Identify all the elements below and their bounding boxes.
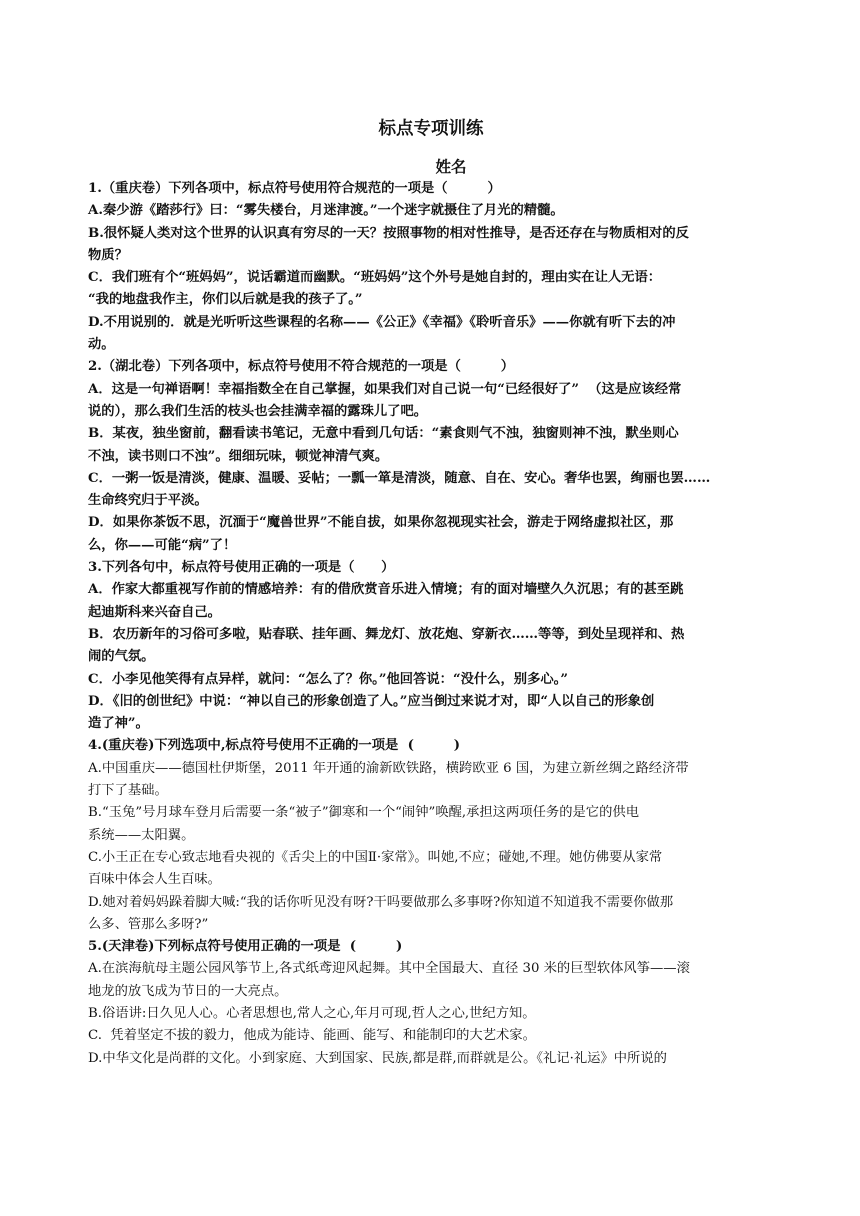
question-2-option-b: B．某夜，独坐窗前，翻看读书笔记，无意中看到几句话：“素食则气不浊，独窗则神不浊，默坐则心: [88, 426, 679, 442]
question-4-option-a-cont: 打下了基础。: [88, 783, 168, 799]
question-4-option-c: C.小王正在专心致志地看央视的《舌尖上的中国Ⅱ·家常》。叫她,不应；碰她,不理。她仿佛要从家常: [88, 849, 663, 865]
question-4-option-d: D.她对着妈妈跺着脚大喊:“我的话你听见没有呀?干吗要做那么多事呀?你知道不知道我不需要你做那: [88, 894, 674, 910]
question-2-option-c: C．一粥一饭是清淡，健康、温暖、妥帖；一瓢一箪是清淡，随意、自在、安心。奢华也罢，绚丽也罢……: [88, 470, 711, 486]
question-5-option-c: C. 凭着坚定不拔的毅力，他成为能诗、能画、能写、和能制印的大艺术家。: [88, 1028, 536, 1044]
question-1-option-c: C．我们班有个“班妈妈”，说话霸道而幽默。“班妈妈”这个外号是她自封的，理由实在让人无语：: [88, 270, 662, 286]
question-2-option-b-cont: 不浊，读书则口不浊”。细细玩味，顿觉神清气爽。: [88, 448, 389, 464]
question-3-option-b: B．农历新年的习俗可多啦，贴春联、挂年画、舞龙灯、放花炮、穿新衣……等等，到处呈现祥和、热: [88, 626, 685, 642]
question-5-option-d: D.中华文化是尚群的文化。小到家庭、大到国家、民族,都是群,而群就是公。《礼记·礼运》中所说的: [88, 1050, 667, 1066]
question-1-option-a: A.秦少游《踏莎行》曰：“雾失楼台，月迷津渡。”一个迷字就摄住了月光的精髓。: [88, 203, 564, 219]
question-3-option-d: D．《旧的创世纪》中说：“神以自己的形象创造了人。”应当倒过来说才对，即“人以自己的形象创: [88, 693, 655, 709]
question-1-option-d: D.不用说别的．就是光听听这些课程的名称——《公正》《幸福》《聆听音乐》——你就有听下去的冲: [88, 314, 676, 330]
question-4-option-b: B.“玉兔”号月球车登月后需要一条“被子”御寒和一个“闹钟”唤醒,承担这两项任务的是它的供电: [88, 805, 639, 821]
question-2-option-c-cont: 生命终究归于平淡。: [88, 493, 208, 509]
question-1-option-b: B.很怀疑人类对这个世界的认识真有穷尽的一天？按照事物的相对性推导，是否还存在与物质相对的反: [88, 225, 689, 241]
worksheet-page: [88, 116, 774, 1070]
question-1-stem: 1.（重庆卷）下列各项中，标点符号使用符合规范的一项是（ ）: [88, 181, 501, 196]
question-3-option-a-cont: 起迪斯科来兴奋自己。: [88, 604, 221, 620]
question-2-stem: 2.（湖北卷）下列各项中，标点符号使用不符合规范的一项是（ ）: [88, 359, 515, 375]
question-3-option-c: C．小李见他笑得有点异样，就问：“怎么了？你。”他回答说：“没什么，别多心。”: [88, 671, 568, 687]
question-4-option-d-cont: 么多、管那么多呀?”: [88, 916, 209, 932]
question-1-option-c-cont: “我的地盘我作主，你们以后就是我的孩子了。”: [88, 292, 363, 308]
question-4-option-a: A.中国重庆——德国杜伊斯堡，2011 年开通的渝新欧铁路，横跨欧亚 6 国，为建立新丝绸之路经济带: [88, 760, 689, 776]
question-5-stem: 5.(天津卷)下列标点符号使用正确的一项是 ( ): [88, 939, 403, 955]
question-2-option-a-cont: 说的），那么我们生活的枝头也会挂满幸福的露珠儿了吧。: [88, 403, 428, 419]
question-5-option-a: A.在滨海航母主题公园风筝节上,各式纸鸢迎风起舞。其中全国最大、直径 30 米的巨型软体风筝——滚: [88, 961, 690, 977]
question-3-option-b-cont: 闹的气氛。: [88, 649, 155, 665]
question-2-option-d: D．如果你茶饭不思，沉湎于“魔兽世界”不能自拔，如果你忽视现实社会，游走于网络虚拟社区，那: [88, 515, 674, 531]
question-3-option-a: A．作家大都重视写作前的情感培养：有的借欣赏音乐进入情境；有的面对墙壁久久沉思；有的甚至跳: [88, 582, 684, 598]
question-1-option-d-cont: 动。: [88, 337, 115, 353]
question-5-option-a-cont: 地龙的放飞成为节日的一大亮点。: [88, 983, 288, 999]
question-3-option-d-cont: 造了神”。: [88, 716, 149, 732]
question-2-option-d-cont: 么，你——可能“病”了！: [88, 537, 237, 553]
question-4-option-b-cont: 系统——太阳翼。: [88, 827, 195, 843]
worksheet-title: 标点专项训练: [378, 119, 484, 139]
question-2-option-a: A．这是一句禅语啊！幸福指数全在自己掌握，如果我们对自己说一句“已经很好了” （这是应该经常: [88, 381, 682, 397]
question-4-option-c-cont: 百味中体会人生百味。: [88, 872, 221, 888]
question-1-option-b-cont: 物质？: [88, 247, 128, 263]
question-5-option-b: B.俗语讲:日久见人心。心者思想也,常人之心,年月可现,哲人之心,世纪方知。: [88, 1005, 536, 1021]
question-3-stem: 3.下列各句中，标点符号使用正确的一项是（ ）: [88, 560, 395, 576]
name-label: 姓名: [435, 158, 467, 176]
question-4-stem: 4.(重庆卷)下列选项中,标点符号使用不正确的一项是 ( ): [88, 738, 461, 754]
